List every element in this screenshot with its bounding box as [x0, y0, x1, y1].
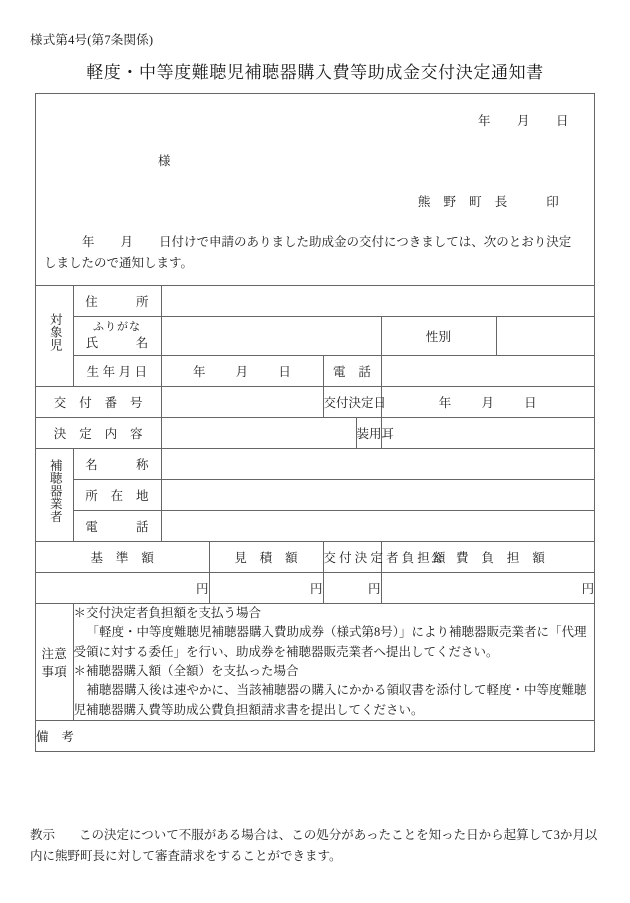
vendor-location-label: 所 在 地	[73, 479, 161, 510]
amount-value-public-burden[interactable]	[381, 572, 594, 603]
application-year: 年	[82, 235, 95, 249]
name-label: 氏 名	[85, 336, 149, 351]
gender-label: 性別	[381, 317, 496, 356]
table-row-remarks	[36, 721, 594, 752]
issuer-line	[36, 169, 594, 210]
vendor-name-label: 名 称	[73, 448, 161, 479]
child-section-label-text: 対象児	[48, 313, 63, 352]
amount-header-estimate: 見 積 額	[209, 541, 323, 572]
vendor-phone-value[interactable]	[161, 510, 594, 541]
birthdate-value[interactable]	[161, 355, 323, 386]
amount-standard-unit: 円	[195, 581, 209, 596]
ear-label: 装用耳	[356, 417, 381, 448]
amount-estimate-unit: 円	[309, 581, 323, 596]
decision-content-value[interactable]	[161, 417, 356, 448]
table-row-amount-headers	[36, 541, 594, 572]
application-month: 月	[120, 235, 134, 249]
addressee-honorific: 様	[158, 154, 171, 168]
address-value[interactable]	[161, 286, 594, 317]
amount-recipient-unit: 円	[367, 581, 381, 596]
table-row-grant-number	[36, 386, 594, 417]
decision-month: 月	[481, 395, 495, 410]
notes-content	[73, 603, 594, 720]
note-line-3: ＊補聴器購入額（全額）を支払った場合	[73, 664, 299, 679]
appeal-instruction-label: 教示	[30, 828, 56, 842]
vendor-section-label-text: 補聴器業者	[48, 459, 63, 523]
table-row-vendor-phone	[36, 510, 594, 541]
remarks-label: 備 考	[36, 730, 75, 745]
vendor-name-value[interactable]	[161, 448, 594, 479]
amount-value-estimate[interactable]	[209, 572, 323, 603]
amount-value-recipient-burden[interactable]	[323, 572, 381, 603]
decision-day: 日	[524, 395, 537, 410]
child-phone-value[interactable]	[381, 355, 594, 386]
note-line-2: 「軽度・中等度難聴児補聴器購入費助成券（様式第8号）」により補聴器販売業者に「代理受領に対する委任」を行い、助成券を補聴器販売業者へ提出してください。	[73, 625, 587, 659]
amount-header-standard: 基 準 額	[36, 541, 209, 572]
amount-public-unit: 円	[581, 581, 595, 596]
child-phone-label: 電 話	[323, 355, 381, 386]
vendor-phone-label: 電 話	[73, 510, 161, 541]
page-title: 軽度・中等度難聴児補聴器購入費等助成金交付決定通知書	[86, 63, 544, 82]
grant-number-value[interactable]	[161, 386, 323, 417]
vendor-location-value[interactable]	[161, 479, 594, 510]
table-row-birthdate	[36, 355, 594, 386]
appeal-instruction	[30, 825, 600, 868]
name-value[interactable]	[161, 317, 381, 356]
address-label: 住 所	[73, 286, 161, 317]
issue-date-day: 日	[555, 114, 569, 128]
table-row-decision-content	[36, 417, 594, 448]
decision-year: 年	[438, 395, 452, 410]
main-form-box	[35, 93, 595, 752]
grant-number-label: 交 付 番 号	[36, 386, 161, 417]
issue-date-line	[36, 94, 594, 129]
form-number: 様式第4号(第7条関係)	[30, 33, 154, 47]
remarks-cell[interactable]	[36, 721, 594, 752]
amount-header-public-burden: 公 費 負 担 額	[381, 541, 594, 572]
seal-mark: 印	[546, 195, 559, 209]
issue-date-year: 年	[477, 114, 491, 128]
intro-block	[36, 94, 594, 285]
notification-paragraph	[36, 210, 594, 285]
child-section-label	[36, 286, 73, 387]
decision-date-label: 交付決定日	[323, 386, 381, 417]
furigana-label: ふりがな	[93, 321, 141, 334]
ear-value[interactable]	[381, 417, 594, 448]
vendor-section-label	[36, 448, 73, 541]
decision-date-value[interactable]	[381, 386, 594, 417]
issuer-title: 熊 野 町 長	[417, 195, 513, 209]
issue-date-month: 月	[516, 114, 530, 128]
form-table	[36, 285, 594, 751]
amount-value-standard[interactable]	[36, 572, 209, 603]
amount-header-recipient-burden: 交 付 決 定 者 負 担 額	[323, 541, 381, 572]
birthdate-label: 生 年 月 日	[73, 355, 161, 386]
appeal-instruction-text: この決定について不服がある場合は、この処分があったことを知った日から起算して3か月以内に熊野町長に対して審査請求をすることができます。	[30, 828, 598, 864]
notes-label: 注意事項	[36, 603, 73, 720]
notification-text: 日付けで申請のありました助成金の交付につきましては、次のとおり決定しましたので通知します。	[44, 235, 572, 270]
table-row-vendor-location	[36, 479, 594, 510]
note-line-4: 補聴器購入後は速やかに、当該補聴器の購入にかかる領収書を添付して軽度・中等度難聴児補聴器購入費等助成公費負担額請求書を提出してください。	[73, 683, 587, 717]
addressee-line	[36, 129, 594, 169]
birth-month: 月	[235, 364, 249, 379]
name-label-cell	[73, 317, 161, 356]
table-row-name	[36, 317, 594, 356]
table-row-notes	[36, 603, 594, 720]
table-row-vendor-name	[36, 448, 594, 479]
birth-day: 日	[278, 364, 292, 379]
table-row-amount-values	[36, 572, 594, 603]
gender-value[interactable]	[496, 317, 594, 356]
birth-year: 年	[192, 364, 206, 379]
decision-content-label: 決 定 内 容	[36, 417, 161, 448]
note-line-1: ＊交付決定者負担額を支払う場合	[73, 605, 262, 620]
table-row-address	[36, 286, 594, 317]
